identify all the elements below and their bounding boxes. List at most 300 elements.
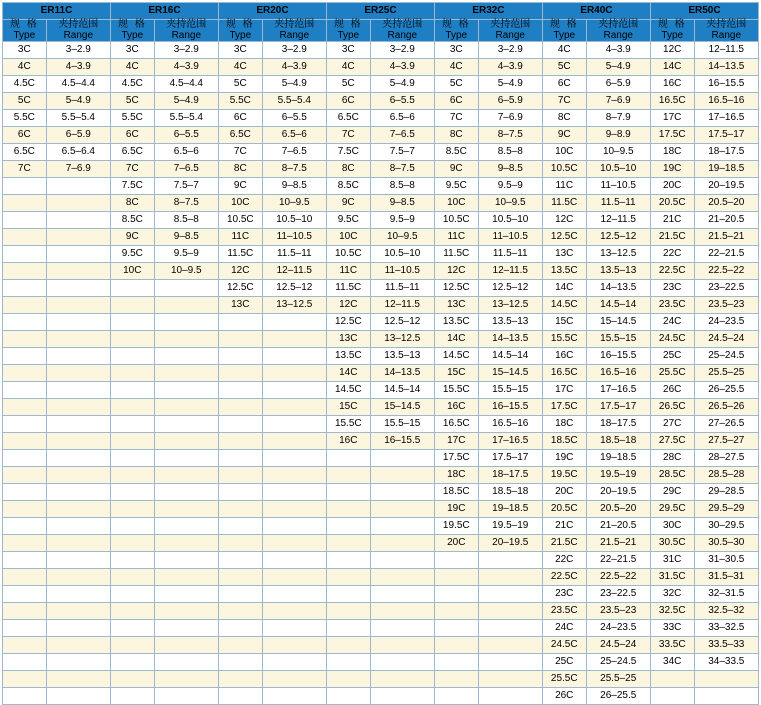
cell-range: 18–17.5 [586,416,650,433]
cell-type: 18.5C [434,484,478,501]
cell-range: 17–16.5 [586,382,650,399]
cell-range: 7–6.9 [46,161,110,178]
cell-type [3,654,47,671]
cell-range [262,620,326,637]
group-header-er16c: ER16C [110,3,218,20]
cell-range: 20–19.5 [586,484,650,501]
cell-range [154,314,218,331]
table-row [3,348,759,365]
table-row [3,518,759,535]
cell-type [110,671,154,688]
subheader-range-cn: 夹持范围 [598,19,639,30]
subheader-range-cn: 夹持范围 [166,19,207,30]
cell-range: 16–15.5 [586,348,650,365]
cell-type [3,314,47,331]
cell-range: 13.5–13 [478,314,542,331]
cell-range: 29.5–29 [694,501,758,518]
cell-range [46,535,110,552]
cell-type: 20C [542,484,586,501]
cell-type: 8C [542,110,586,127]
cell-range [262,518,326,535]
cell-range [262,637,326,654]
cell-range: 26–25.5 [694,382,758,399]
cell-range: 24.5–24 [694,331,758,348]
cell-type [110,399,154,416]
cell-type: 10C [542,144,586,161]
collet-range-table [2,2,759,705]
cell-range: 12.5–12 [370,314,434,331]
cell-range: 8–7.5 [370,161,434,178]
cell-range: 22–21.5 [694,246,758,263]
cell-type [218,569,262,586]
table-row [3,263,759,280]
cell-range: 14–13.5 [586,280,650,297]
cell-range: 8–7.5 [154,195,218,212]
cell-type: 12C [650,42,694,59]
cell-type: 25.5C [650,365,694,382]
cell-type: 10C [110,263,154,280]
table-row [3,161,759,178]
cell-range: 5.5–5.4 [46,110,110,127]
cell-range: 10–9.5 [154,263,218,280]
cell-type: 5C [542,59,586,76]
cell-type: 5.5C [110,110,154,127]
table-row [3,195,759,212]
cell-type: 5.5C [218,93,262,110]
cell-range: 13–12.5 [262,297,326,314]
cell-range: 25.5–25 [694,365,758,382]
cell-range [262,484,326,501]
cell-range [154,416,218,433]
sub-header-row [3,20,759,42]
cell-range: 13.5–13 [586,263,650,280]
table-row [3,365,759,382]
cell-range [262,450,326,467]
cell-type: 13.5C [542,263,586,280]
cell-type: 18.5C [542,433,586,450]
cell-range: 6.5–6 [154,144,218,161]
cell-type [3,450,47,467]
subheader-type [326,20,370,42]
cell-type: 9.5C [434,178,478,195]
cell-type: 20.5C [542,501,586,518]
cell-type: 15C [542,314,586,331]
cell-type: 10.5C [218,212,262,229]
cell-type [110,501,154,518]
cell-range [154,450,218,467]
cell-type [3,229,47,246]
cell-range [262,501,326,518]
table-row [3,552,759,569]
cell-range [46,178,110,195]
cell-range: 9–8.5 [478,161,542,178]
cell-type: 6C [326,93,370,110]
subheader-type-en: Type [553,29,576,41]
cell-type [326,467,370,484]
cell-range [370,501,434,518]
cell-type: 16C [542,348,586,365]
cell-range: 16–15.5 [694,76,758,93]
cell-type: 7C [542,93,586,110]
cell-range: 5–4.9 [586,59,650,76]
cell-type: 5.5C [3,110,47,127]
cell-type: 8C [434,127,478,144]
cell-type: 16.5C [650,93,694,110]
cell-type: 12.5C [542,229,586,246]
cell-range [370,552,434,569]
cell-range: 7–6.5 [370,127,434,144]
cell-range: 22.5–22 [586,569,650,586]
subheader-range [694,20,758,42]
cell-type: 9.5C [110,246,154,263]
cell-type: 9C [434,161,478,178]
cell-range [46,382,110,399]
cell-range [262,314,326,331]
cell-type: 15.5C [542,331,586,348]
cell-type: 14.5C [434,348,478,365]
cell-range [262,688,326,705]
cell-type: 8C [326,161,370,178]
cell-range: 7–6.5 [154,161,218,178]
cell-range: 20–19.5 [478,535,542,552]
cell-range: 5–4.9 [370,76,434,93]
subheader-type-cn: 规 格 [657,19,687,30]
table-row [3,535,759,552]
cell-type [3,484,47,501]
cell-type: 9C [218,178,262,195]
cell-type [218,484,262,501]
subheader-range-en: Range [279,29,310,41]
cell-range: 11–10.5 [370,263,434,280]
subheader-range-en: Range [711,29,742,41]
cell-range: 11.5–11 [586,195,650,212]
cell-type: 7C [326,127,370,144]
cell-type [218,535,262,552]
cell-type [650,671,694,688]
cell-range [154,603,218,620]
cell-range: 4–3.9 [586,42,650,59]
cell-type [3,569,47,586]
cell-type [3,246,47,263]
cell-type [326,603,370,620]
cell-range [478,586,542,603]
group-header-er32c: ER32C [434,3,542,20]
cell-range [262,467,326,484]
cell-range: 16–15.5 [478,399,542,416]
cell-type: 19.5C [542,467,586,484]
cell-range: 14–13.5 [478,331,542,348]
cell-range [478,637,542,654]
cell-range: 7.5–7 [154,178,218,195]
cell-type [3,195,47,212]
subheader-type-cn: 规 格 [117,19,147,30]
cell-type [326,535,370,552]
cell-range: 8.5–8 [478,144,542,161]
cell-range: 17–16.5 [694,110,758,127]
cell-range: 6–5.9 [478,93,542,110]
cell-range [46,314,110,331]
cell-type [218,348,262,365]
cell-type [218,467,262,484]
cell-type [3,688,47,705]
cell-range [154,484,218,501]
cell-range: 23–22.5 [586,586,650,603]
cell-type: 12.5C [326,314,370,331]
cell-range: 26.5–26 [694,399,758,416]
cell-range: 10.5–10 [262,212,326,229]
cell-type: 11C [326,263,370,280]
cell-type [3,297,47,314]
cell-range: 21.5–21 [586,535,650,552]
cell-type: 32C [650,586,694,603]
cell-range [370,467,434,484]
cell-range: 8–7.5 [478,127,542,144]
cell-type: 10C [434,195,478,212]
cell-type: 6.5C [218,127,262,144]
cell-type [110,688,154,705]
cell-range: 14.5–14 [586,297,650,314]
cell-type [3,433,47,450]
cell-type [110,518,154,535]
cell-type: 11.5C [434,246,478,263]
table-row [3,331,759,348]
table-row [3,246,759,263]
cell-type: 5C [326,76,370,93]
cell-type [3,603,47,620]
cell-type [3,263,47,280]
cell-range: 4–3.9 [478,59,542,76]
cell-range [262,348,326,365]
cell-type: 33.5C [650,637,694,654]
cell-range: 15–14.5 [370,399,434,416]
cell-range: 30–29.5 [694,518,758,535]
cell-type: 28.5C [650,467,694,484]
cell-type: 4C [110,59,154,76]
cell-range: 15–14.5 [586,314,650,331]
cell-type [110,569,154,586]
cell-type: 6.5C [110,144,154,161]
cell-type: 16.5C [542,365,586,382]
cell-type: 4C [218,59,262,76]
group-header-er11c: ER11C [3,3,111,20]
cell-type: 26.5C [650,399,694,416]
cell-type: 6C [3,127,47,144]
cell-type: 6C [434,93,478,110]
cell-type [326,586,370,603]
subheader-type [110,20,154,42]
cell-range: 21–20.5 [586,518,650,535]
cell-type: 17C [542,382,586,399]
cell-type [3,331,47,348]
cell-type [434,671,478,688]
cell-range: 28.5–28 [694,467,758,484]
cell-range: 15.5–15 [586,331,650,348]
cell-range: 5–4.9 [46,93,110,110]
cell-range: 19.5–19 [586,467,650,484]
cell-type: 29.5C [650,501,694,518]
cell-range: 17.5–17 [694,127,758,144]
cell-range: 33.5–33 [694,637,758,654]
cell-type: 10.5C [434,212,478,229]
cell-range [154,433,218,450]
cell-type: 12C [218,263,262,280]
cell-range: 17.5–17 [586,399,650,416]
cell-range [262,399,326,416]
cell-type [110,382,154,399]
cell-type: 16C [650,76,694,93]
cell-range: 32–31.5 [694,586,758,603]
subheader-type-en: Type [661,29,684,41]
cell-type: 18C [434,467,478,484]
cell-range [46,501,110,518]
cell-type: 29C [650,484,694,501]
cell-type [3,620,47,637]
cell-range [46,569,110,586]
cell-type: 3C [110,42,154,59]
cell-type: 13C [542,246,586,263]
cell-range: 22.5–22 [694,263,758,280]
cell-type [3,399,47,416]
cell-type [3,518,47,535]
cell-type [434,586,478,603]
cell-type: 9C [110,229,154,246]
cell-range [154,671,218,688]
cell-range [262,416,326,433]
cell-type: 23.5C [650,297,694,314]
cell-type [218,331,262,348]
cell-type: 30.5C [650,535,694,552]
cell-type [218,416,262,433]
cell-type: 17.5C [650,127,694,144]
cell-type: 24.5C [542,637,586,654]
cell-range: 10.5–10 [478,212,542,229]
cell-range: 10.5–10 [370,246,434,263]
cell-type: 6C [110,127,154,144]
cell-type: 12C [434,263,478,280]
cell-range [46,280,110,297]
subheader-range-cn: 夹持范围 [58,19,99,30]
cell-type [326,518,370,535]
cell-range: 6–5.5 [262,110,326,127]
cell-range: 13–12.5 [370,331,434,348]
table-row [3,433,759,450]
cell-range: 27.5–27 [694,433,758,450]
cell-range: 25.5–25 [586,671,650,688]
cell-range [370,569,434,586]
cell-type [3,280,47,297]
cell-range [370,484,434,501]
subheader-type-en: Type [337,29,360,41]
subheader-type-cn: 规 格 [549,19,579,30]
table-row [3,59,759,76]
cell-range [478,552,542,569]
subheader-range-en: Range [603,29,633,41]
cell-range: 3–2.9 [46,42,110,59]
cell-range: 27–26.5 [694,416,758,433]
cell-range [262,552,326,569]
cell-range: 24–23.5 [586,620,650,637]
cell-type: 5C [434,76,478,93]
cell-type: 26C [542,688,586,705]
cell-type: 19.5C [434,518,478,535]
subheader-range [478,20,542,42]
cell-range: 16.5–16 [694,93,758,110]
cell-type [3,586,47,603]
cell-range: 6–5.5 [154,127,218,144]
cell-range [154,297,218,314]
cell-type: 11C [434,229,478,246]
cell-range [262,603,326,620]
cell-range [46,586,110,603]
cell-type: 10C [326,229,370,246]
cell-type: 24.5C [650,331,694,348]
cell-type: 10C [218,195,262,212]
cell-range [262,671,326,688]
cell-range: 25–24.5 [586,654,650,671]
cell-range: 12–11.5 [694,42,758,59]
cell-range [262,535,326,552]
cell-type [434,688,478,705]
cell-type: 21C [650,212,694,229]
cell-type [3,467,47,484]
table-row [3,637,759,654]
cell-type: 12.5C [218,280,262,297]
cell-type [110,450,154,467]
cell-range: 23.5–23 [694,297,758,314]
cell-type: 14C [434,331,478,348]
table-row [3,399,759,416]
cell-type: 28C [650,450,694,467]
cell-type: 4.5C [3,76,47,93]
cell-range: 17.5–17 [478,450,542,467]
cell-type: 12C [542,212,586,229]
cell-range: 11–10.5 [586,178,650,195]
cell-type [218,603,262,620]
cell-range: 20–19.5 [694,178,758,195]
cell-range: 11–10.5 [478,229,542,246]
cell-range [154,399,218,416]
group-header-er50c: ER50C [650,3,758,20]
cell-type: 19C [542,450,586,467]
cell-type: 13C [218,297,262,314]
cell-type: 17.5C [434,450,478,467]
subheader-type [3,20,47,42]
cell-range [262,365,326,382]
cell-type: 23C [542,586,586,603]
cell-type: 8.5C [326,178,370,195]
cell-type: 3C [3,42,47,59]
table-row [3,586,759,603]
cell-type [110,586,154,603]
cell-range: 20.5–20 [586,501,650,518]
cell-range: 23.5–23 [586,603,650,620]
cell-type [110,280,154,297]
cell-range: 12–11.5 [586,212,650,229]
cell-range [370,671,434,688]
collet-spec-sheet [0,2,761,701]
subheader-range-en: Range [63,29,94,41]
cell-range [370,688,434,705]
cell-range [46,263,110,280]
cell-type: 27C [650,416,694,433]
cell-type [218,688,262,705]
cell-type [3,671,47,688]
cell-type [3,637,47,654]
cell-type [218,382,262,399]
cell-type [326,637,370,654]
cell-range: 15.5–15 [478,382,542,399]
cell-range [46,348,110,365]
